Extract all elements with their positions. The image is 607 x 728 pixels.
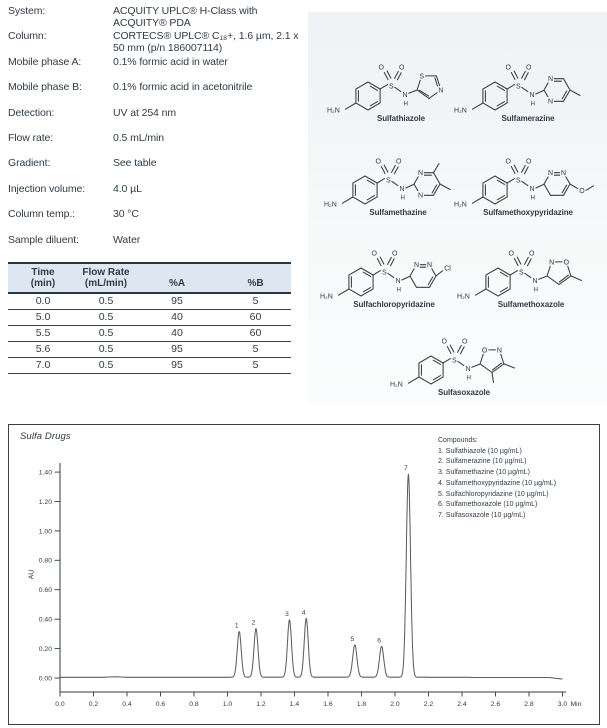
structure-sulfamerazine bbox=[452, 52, 604, 123]
peak-label-3: 3 bbox=[285, 610, 289, 618]
gradient-row bbox=[8, 326, 291, 342]
method-row bbox=[8, 30, 308, 55]
y-tick-label: 1.00 bbox=[38, 528, 52, 536]
svg-text:O: O bbox=[505, 64, 511, 72]
structure-name: Sulfasoxazole bbox=[437, 388, 491, 397]
svg-text:O: O bbox=[462, 338, 468, 346]
method-value: 30 °C bbox=[113, 208, 139, 221]
structure-name: Sulfachloropyridazine bbox=[353, 300, 435, 309]
svg-text:N: N bbox=[549, 259, 555, 267]
gradient-cell: 0.5 bbox=[78, 293, 134, 310]
gradient-row bbox=[8, 358, 291, 374]
peak-label-6: 6 bbox=[377, 637, 381, 645]
legend-title: Compounds: bbox=[438, 437, 478, 444]
structure-sulfachloropyridazine bbox=[318, 238, 470, 309]
structure-name: Sulfathiazole bbox=[376, 114, 426, 123]
x-tick-label: 2.2 bbox=[423, 701, 434, 708]
gradient-cell: 95 bbox=[134, 293, 220, 310]
gradient-cell: 0.5 bbox=[78, 342, 134, 358]
svg-text:H: H bbox=[533, 286, 538, 294]
structure-drawing-icon bbox=[456, 238, 606, 302]
svg-text:S: S bbox=[382, 269, 387, 277]
compounds-legend bbox=[438, 436, 556, 522]
y-tick-label: 0.60 bbox=[38, 587, 52, 595]
gradient-cell: 7.0 bbox=[8, 358, 78, 374]
y-tick-label: 1.20 bbox=[38, 498, 52, 506]
gradient-cell: 5.0 bbox=[8, 310, 78, 326]
method-row bbox=[8, 107, 308, 132]
svg-text:N: N bbox=[402, 92, 408, 99]
svg-text:O: O bbox=[378, 64, 384, 72]
svg-text:H₂N: H₂N bbox=[390, 381, 403, 389]
structure-drawing-icon bbox=[453, 146, 603, 210]
structure-drawing-icon bbox=[389, 326, 539, 390]
svg-text:S: S bbox=[519, 269, 524, 277]
svg-text:H₂N: H₂N bbox=[320, 293, 333, 301]
peak-label-5: 5 bbox=[350, 635, 355, 643]
svg-text:N: N bbox=[496, 347, 502, 355]
y-tick-label: 0.80 bbox=[38, 557, 52, 565]
svg-text:H₂N: H₂N bbox=[454, 201, 467, 209]
gradient-cell: 5.6 bbox=[8, 342, 78, 358]
method-label: Detection: bbox=[8, 106, 55, 119]
svg-text:N: N bbox=[417, 170, 424, 178]
gradient-cell: 5 bbox=[220, 293, 291, 310]
svg-text:N: N bbox=[547, 170, 554, 178]
svg-text:N: N bbox=[438, 87, 444, 95]
structure-sulfamethoxypyridazine bbox=[452, 146, 604, 217]
method-label: Mobile phase B: bbox=[8, 81, 82, 94]
x-tick-label: 3.0 bbox=[557, 701, 568, 708]
gradient-cell: 60 bbox=[220, 310, 291, 326]
svg-text:O: O bbox=[441, 338, 447, 346]
svg-text:N: N bbox=[413, 262, 420, 270]
svg-text:H₂N: H₂N bbox=[327, 107, 340, 115]
x-tick-label: 2.6 bbox=[490, 701, 501, 708]
svg-text:H: H bbox=[530, 194, 535, 202]
method-row bbox=[8, 157, 308, 182]
gradient-cell: 95 bbox=[134, 342, 220, 358]
method-label: Flow rate: bbox=[8, 131, 54, 144]
method-label: System: bbox=[8, 5, 46, 17]
legend-items bbox=[438, 447, 556, 522]
x-tick-label: 0.6 bbox=[155, 701, 166, 708]
svg-text:O: O bbox=[508, 250, 514, 258]
peak-label-4: 4 bbox=[301, 609, 306, 617]
svg-text:H₂N: H₂N bbox=[454, 107, 467, 115]
svg-text:O: O bbox=[399, 64, 405, 72]
x-tick-label: 1.0 bbox=[222, 701, 233, 708]
structures-grid bbox=[300, 0, 607, 415]
legend-item: 3. Sulfamethazine (10 µg/mL) bbox=[438, 469, 530, 477]
svg-text:O: O bbox=[505, 158, 511, 166]
gradient-col-header: Flow Rate (mL/min) bbox=[78, 263, 134, 293]
method-row bbox=[8, 234, 308, 259]
method-label: Column: bbox=[8, 30, 47, 43]
gradient-cell: 0.5 bbox=[78, 358, 134, 374]
gradient-table-body bbox=[8, 293, 291, 374]
method-label: Injection volume: bbox=[8, 182, 86, 195]
legend-item: 1. Sulfathiazole (10 µg/mL) bbox=[438, 447, 522, 455]
method-row bbox=[8, 132, 308, 157]
method-row bbox=[8, 208, 308, 233]
x-tick-label: 2.0 bbox=[390, 701, 400, 708]
svg-text:H: H bbox=[396, 286, 401, 294]
method-value: 0.5 mL/min bbox=[113, 131, 164, 144]
gradient-cell: 40 bbox=[134, 310, 220, 326]
svg-text:O: O bbox=[529, 250, 535, 258]
method-value: ACQUITY UPLC® H-Class with ACQUITY® PDA bbox=[113, 5, 258, 29]
method-row bbox=[8, 183, 308, 208]
y-tick-label: 1.40 bbox=[38, 469, 52, 477]
method-label: Sample diluent: bbox=[8, 233, 79, 246]
svg-text:N: N bbox=[399, 186, 405, 193]
svg-text:N: N bbox=[547, 76, 554, 84]
method-row bbox=[8, 56, 308, 81]
x-tick-label: 2.8 bbox=[524, 701, 534, 708]
structure-drawing-icon bbox=[323, 146, 473, 210]
svg-text:N: N bbox=[547, 98, 554, 106]
gradient-col-header: Time (min) bbox=[8, 263, 78, 293]
gradient-row bbox=[8, 342, 291, 358]
y-tick-label: 0.20 bbox=[38, 646, 52, 653]
svg-text:S: S bbox=[516, 83, 521, 91]
svg-text:H: H bbox=[403, 100, 408, 108]
method-label: Gradient: bbox=[8, 157, 51, 170]
method-value: 0.1% formic acid in water bbox=[113, 55, 228, 68]
legend-item: 4. Sulfamethoxypyridazine (10 µg/mL) bbox=[438, 479, 557, 487]
svg-text:O: O bbox=[526, 64, 532, 72]
gradient-col-header: %B bbox=[220, 263, 291, 293]
x-tick-label: 2.4 bbox=[457, 701, 467, 708]
legend-item: 6. Sulfamethoxazole (10 µg/mL) bbox=[438, 501, 538, 509]
x-tick-label: 0.8 bbox=[189, 701, 199, 708]
svg-text:H: H bbox=[400, 194, 405, 202]
gradient-cell: 5 bbox=[220, 358, 291, 374]
structure-name: Sulfamerazine bbox=[501, 114, 555, 123]
svg-text:H: H bbox=[466, 374, 471, 382]
svg-text:O: O bbox=[579, 187, 585, 195]
svg-text:N: N bbox=[529, 186, 535, 193]
gradient-cell: 40 bbox=[134, 326, 220, 342]
x-tick-label: 0.2 bbox=[88, 701, 99, 708]
method-value: 4.0 µL bbox=[113, 182, 142, 195]
svg-text:H₂N: H₂N bbox=[324, 201, 337, 209]
legend-item: 7. Sulfasoxazole (10 µg/mL) bbox=[438, 511, 526, 519]
svg-text:N: N bbox=[465, 366, 471, 373]
method-value: 0.1% formic acid in acetonitrile bbox=[113, 81, 253, 94]
svg-text:O: O bbox=[375, 158, 381, 166]
x-tick-label: 1.8 bbox=[356, 701, 367, 708]
gradient-table bbox=[8, 262, 291, 374]
svg-text:O: O bbox=[563, 259, 570, 267]
y-tick-label: 0.00 bbox=[38, 675, 52, 683]
svg-text:N: N bbox=[532, 278, 538, 285]
gradient-cell: 0.0 bbox=[8, 293, 78, 310]
peak-label-2: 2 bbox=[251, 619, 256, 627]
svg-text:N: N bbox=[417, 192, 424, 200]
svg-text:S: S bbox=[419, 73, 424, 81]
chromatogram-panel bbox=[8, 424, 600, 725]
svg-text:H: H bbox=[530, 100, 535, 108]
method-value: CORTECS® UPLC® C₁₈+, 1.6 µm, 2.1 x 50 mm (p/n 186007114) bbox=[113, 30, 299, 55]
structure-name: Sulfamethoxazole bbox=[497, 300, 565, 309]
svg-text:O: O bbox=[396, 158, 402, 166]
x-axis-unit: Min bbox=[570, 701, 582, 708]
svg-text:N: N bbox=[426, 262, 433, 270]
svg-text:S: S bbox=[389, 83, 394, 91]
method-row bbox=[8, 81, 308, 106]
svg-text:S: S bbox=[386, 177, 391, 185]
gradient-table-header bbox=[8, 263, 291, 293]
x-tick-label: 1.4 bbox=[289, 701, 300, 708]
method-row bbox=[8, 5, 308, 30]
gradient-cell: 60 bbox=[220, 326, 291, 342]
legend-item: 2. Sulfamerazine (10 µg/mL) bbox=[438, 458, 527, 466]
method-value: UV at 254 nm bbox=[113, 106, 176, 119]
method-value: See table bbox=[113, 157, 157, 170]
svg-text:O: O bbox=[481, 347, 488, 355]
method-label: Mobile phase A: bbox=[8, 55, 82, 68]
structure-drawing-icon bbox=[453, 52, 603, 116]
svg-text:N: N bbox=[529, 92, 535, 99]
gradient-row bbox=[8, 310, 291, 326]
y-axis-label: AU bbox=[28, 569, 36, 580]
structure-sulfasoxazole bbox=[388, 326, 540, 397]
structure-name: Sulfamethazine bbox=[369, 208, 427, 217]
svg-text:Cl: Cl bbox=[444, 265, 451, 273]
svg-text:S: S bbox=[452, 357, 457, 365]
svg-text:O: O bbox=[392, 250, 398, 258]
x-tick-label: 1.6 bbox=[323, 701, 333, 708]
svg-text:S: S bbox=[516, 177, 521, 185]
structure-sulfamethoxazole bbox=[455, 238, 607, 309]
y-tick-label: 0.40 bbox=[38, 616, 52, 624]
gradient-cell: 0.5 bbox=[78, 326, 134, 342]
peak-label-1: 1 bbox=[234, 622, 239, 630]
gradient-cell: 95 bbox=[134, 358, 220, 374]
svg-text:O: O bbox=[526, 158, 532, 166]
svg-text:N: N bbox=[560, 170, 567, 178]
gradient-cell: 5.5 bbox=[8, 326, 78, 342]
gradient-cell: 0.5 bbox=[78, 310, 134, 326]
gradient-cell: 5 bbox=[220, 342, 291, 358]
svg-text:H₂N: H₂N bbox=[457, 293, 470, 301]
gradient-col-header: %A bbox=[134, 263, 220, 293]
method-conditions-list bbox=[8, 5, 308, 259]
x-tick-label: 0.0 bbox=[55, 701, 65, 708]
method-label: Column temp.: bbox=[8, 208, 75, 221]
peak-label-7: 7 bbox=[404, 465, 408, 473]
method-value: Water bbox=[113, 233, 141, 246]
svg-text:N: N bbox=[395, 278, 401, 285]
x-tick-label: 0.4 bbox=[122, 701, 132, 708]
legend-item: 5. Sulfachloropyridazine (10 µg/mL) bbox=[438, 490, 549, 498]
structure-drawing-icon bbox=[319, 238, 469, 302]
structure-name: Sulfamethoxypyridazine bbox=[483, 208, 573, 217]
chromatogram-title: Sulfa Drugs bbox=[20, 431, 71, 442]
svg-text:O: O bbox=[371, 250, 377, 258]
x-tick-label: 1.2 bbox=[256, 701, 266, 708]
gradient-row bbox=[8, 293, 291, 310]
